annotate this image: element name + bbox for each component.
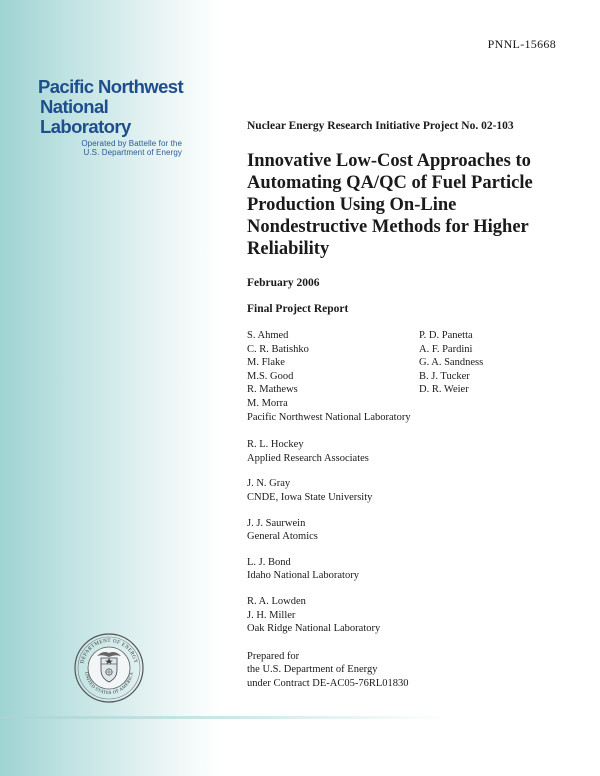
authors-right-column <box>419 329 559 411</box>
author: R. Mathews <box>247 384 298 396</box>
prepared-line-1: Prepared for <box>247 650 300 662</box>
project-number: Nuclear Energy Research Initiative Project No. 02-103 <box>247 120 514 132</box>
affiliation: Oak Ridge National Laboratory <box>247 623 381 635</box>
prepared-for <box>247 650 567 691</box>
authors-left-column <box>247 329 419 411</box>
bottom-rule <box>0 716 600 719</box>
report-type: Final Project Report <box>247 303 349 315</box>
logo-sub-1: Operated by Battelle for the <box>81 139 182 148</box>
affiliation: Idaho National Laboratory <box>247 570 359 582</box>
author-group-gray <box>247 477 567 504</box>
title-line-1: Innovative Low-Cost Approaches to <box>247 151 531 171</box>
prepared-line-3: under Contract DE-AC05-76RL01830 <box>247 677 409 689</box>
logo-line-1: Pacific Northwest <box>38 76 184 97</box>
logo-line-2: National Laboratory <box>40 96 131 137</box>
author-group-hockey <box>247 438 567 465</box>
title-line-4: Nondestructive Methods for Higher <box>247 217 529 237</box>
author-group-ornl <box>247 595 567 636</box>
pnnl-affiliation: Pacific Northwest National Laboratory <box>247 411 411 423</box>
doe-seal-icon <box>73 632 145 704</box>
prepared-line-2: the U.S. Department of Energy <box>247 664 378 676</box>
author: B. J. Tucker <box>419 370 470 382</box>
seal-bottom-text: UNITED STATES OF AMERICA <box>84 671 134 696</box>
report-date: February 2006 <box>247 277 320 289</box>
title-line-5: Reliability <box>247 239 330 259</box>
author: J. H. Miller <box>247 609 296 621</box>
author: R. A. Lowden <box>247 595 306 607</box>
author: J. J. Saurwein <box>247 517 306 529</box>
author: M. Flake <box>247 357 285 369</box>
author-group-bond <box>247 556 567 583</box>
seal-top-text: DEPARTMENT OF ENERGY <box>79 637 139 665</box>
author-group-saurwein <box>247 517 567 544</box>
author: G. A. Sandness <box>419 357 484 369</box>
author: M. Morra <box>247 397 288 409</box>
author: P. D. Panetta <box>419 330 473 341</box>
title-line-2: Automating QA/QC of Fuel Particle <box>247 173 533 193</box>
author: R. L. Hockey <box>247 439 304 451</box>
pnnl-logo <box>38 77 188 157</box>
affiliation: General Atomics <box>247 531 318 543</box>
author: D. R. Weier <box>419 384 469 396</box>
report-title <box>247 150 567 260</box>
author: A. F. Pardini <box>419 343 473 355</box>
logo-sub-2: U.S. Department of Energy <box>83 148 182 157</box>
author: L. J. Bond <box>247 556 291 568</box>
author: J. N. Gray <box>247 478 291 490</box>
affiliation: Applied Research Associates <box>247 452 369 464</box>
report-number: PNNL-15668 <box>487 37 556 51</box>
title-line-3: Production Using On-Line <box>247 195 457 215</box>
author: S. Ahmed <box>247 330 289 341</box>
affiliation: CNDE, Iowa State University <box>247 491 373 503</box>
author: M.S. Good <box>247 370 294 382</box>
author: C. R. Batishko <box>247 343 309 355</box>
report-content <box>247 120 567 690</box>
pnnl-authors <box>247 329 567 411</box>
